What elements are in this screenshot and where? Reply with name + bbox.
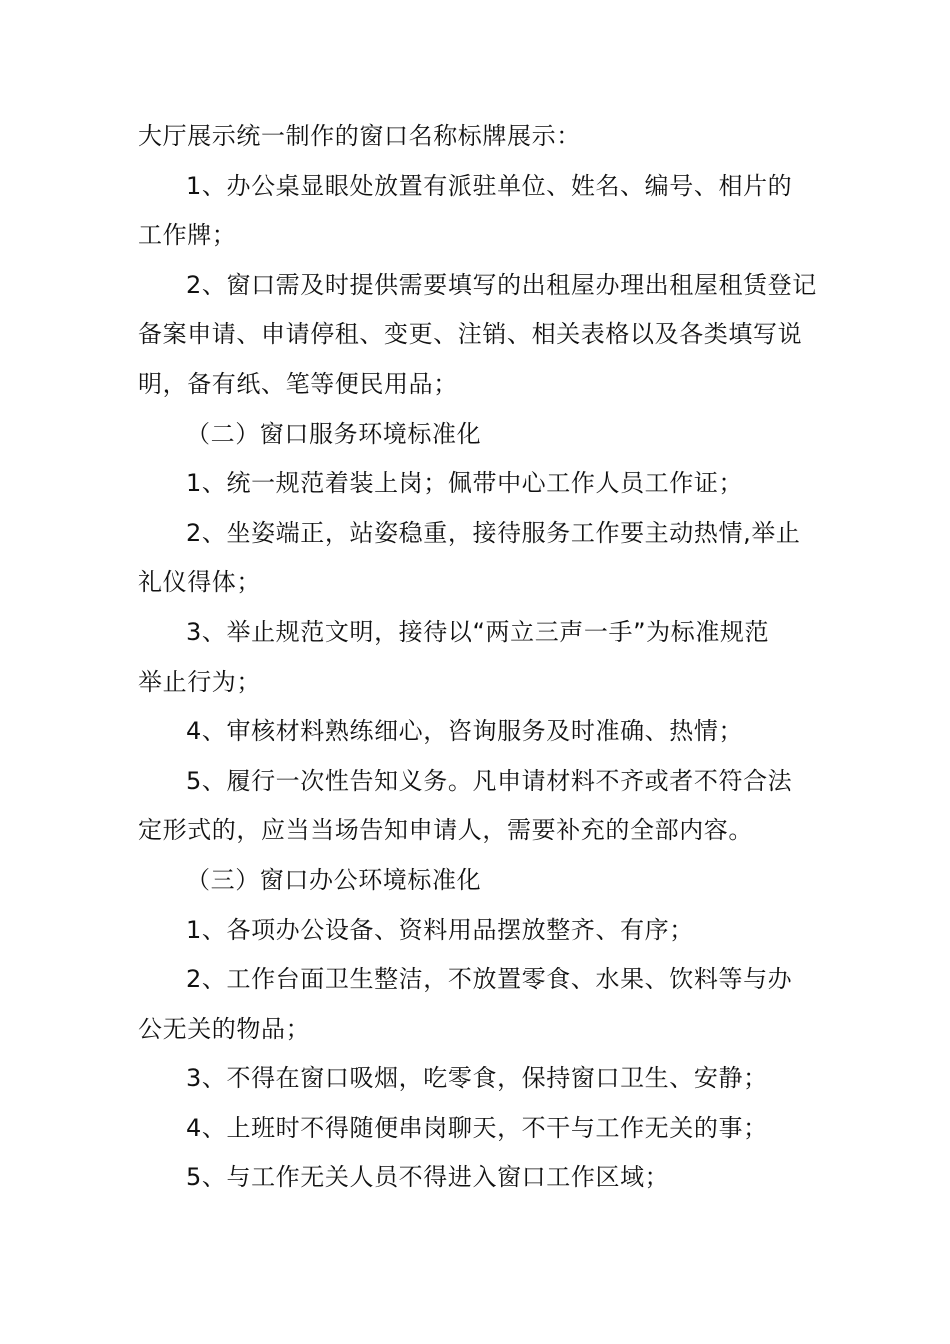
paragraph-line: 礼仪得体； bbox=[138, 568, 261, 597]
paragraph-line: 5、与工作无关人员不得进入窗口工作区域； bbox=[186, 1163, 670, 1192]
paragraph-line: 4、审核材料熟练细心，咨询服务及时准确、热情； bbox=[186, 717, 744, 746]
paragraph-line: 2、工作台面卫生整洁，不放置零食、水果、饮料等与办 bbox=[186, 965, 793, 994]
document-body bbox=[138, 112, 818, 1203]
paragraph-line: 备案申请、申请停租、变更、注销、相关表格以及各类填写说 bbox=[138, 320, 803, 349]
paragraph-line: 3、不得在窗口吸烟，吃零食，保持窗口卫生、安静； bbox=[186, 1064, 768, 1093]
paragraph-line: 明，备有纸、笔等便民用品； bbox=[138, 369, 458, 398]
intro-line: 大厅展示统一制作的窗口名称标牌展示： bbox=[138, 122, 581, 150]
paragraph-line: 1、各项办公设备、资料用品摆放整齐、有序； bbox=[186, 915, 694, 944]
paragraph-line: 4、上班时不得随便串岗聊天，不干与工作无关的事； bbox=[186, 1113, 768, 1142]
paragraph-line: 公无关的物品； bbox=[138, 1014, 311, 1043]
paragraph-line: 定形式的，应当当场告知申请人，需要补充的全部内容。 bbox=[138, 816, 753, 845]
paragraph-line: 工作牌； bbox=[138, 221, 237, 250]
paragraph-line: 1、统一规范着装上岗；佩带中心工作人员工作证； bbox=[186, 469, 744, 498]
paragraph-line: 举止行为； bbox=[138, 667, 261, 696]
section-heading: （二）窗口服务环境标准化 bbox=[186, 419, 482, 448]
section-heading: （三）窗口办公环境标准化 bbox=[186, 865, 482, 894]
paragraph-line: 2、窗口需及时提供需要填写的出租屋办理出租屋租赁登记 bbox=[186, 270, 817, 299]
paragraph-line: 5、履行一次性告知义务。凡申请材料不齐或者不符合法 bbox=[186, 766, 793, 795]
paragraph-line: 2、坐姿端正，站姿稳重，接待服务工作要主动热情,举止 bbox=[186, 518, 801, 547]
paragraph-line: 1、办公桌显眼处放置有派驻单位、姓名、编号、相片的 bbox=[186, 171, 793, 200]
paragraph-line: 3、举止规范文明，接待以“两立三声一手”为标准规范 bbox=[186, 617, 770, 646]
